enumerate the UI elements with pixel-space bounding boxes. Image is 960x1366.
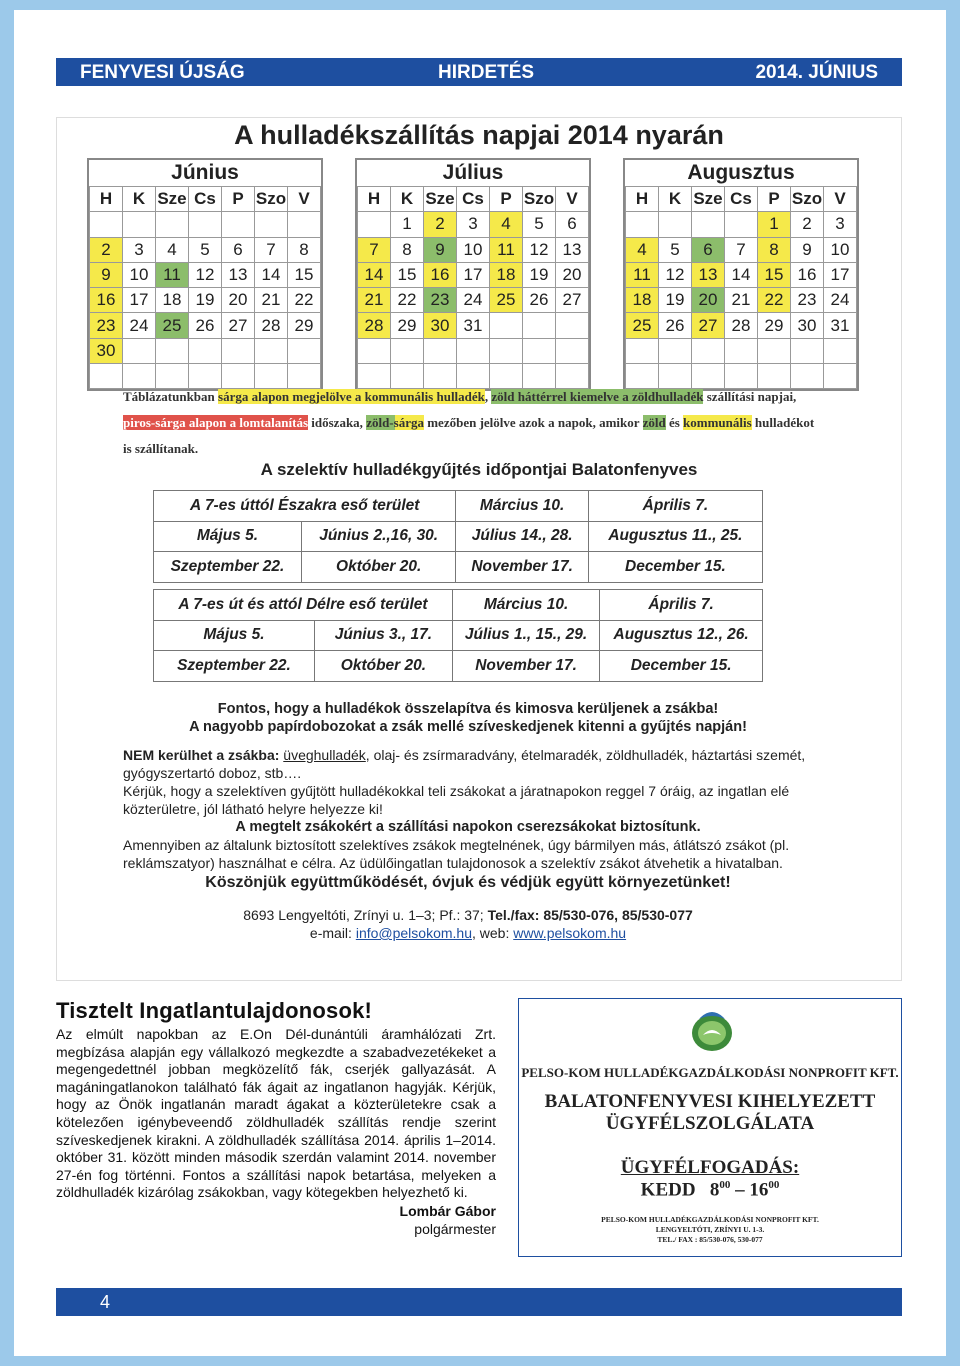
calendar-day: 2: [424, 212, 457, 237]
calendar-day: 10: [824, 237, 857, 262]
calendar-day: [556, 338, 589, 363]
calendar-day: [457, 338, 490, 363]
calendar-day: 27: [556, 288, 589, 313]
month-name: Július: [442, 161, 504, 184]
selective-collection-title: A szelektív hulladékgyűjtés időpontjai Balatonfenyves: [260, 460, 698, 479]
calendar-day: 14: [255, 262, 288, 287]
calendar-day: [90, 364, 123, 389]
area-label: A 7-es út és attól Délre eső terület: [154, 590, 453, 621]
calendar-day: [123, 212, 156, 237]
weekday-header: P: [490, 187, 523, 212]
legend-green-word: zöld: [642, 415, 666, 430]
calendar-day: 3: [123, 237, 156, 262]
calendar-day: [523, 313, 556, 338]
calendar-day: [90, 212, 123, 237]
signature-name: Lombár Gábor: [399, 1202, 496, 1219]
schedule-date: Június 2.,16, 30.: [301, 521, 456, 552]
calendar-day: 19: [189, 288, 222, 313]
exchange-text: A megtelt zsákokért a szállítási napokon cserezsákokat biztosítunk.: [235, 819, 701, 835]
weekday-header: Cs: [189, 187, 222, 212]
contact-web: [123, 924, 813, 942]
schedule-date: Március 10.: [452, 590, 599, 621]
schedule-date: November 17.: [456, 552, 588, 583]
calendar-day: 12: [189, 262, 222, 287]
article-title: Tisztelt Ingatlantulajdonosok!: [56, 998, 373, 1023]
calendar-day: 9: [791, 237, 824, 262]
legend-text: és: [665, 415, 684, 430]
calendar-day: [156, 212, 189, 237]
legend-text: Táblázatunkban: [123, 389, 219, 404]
calendar-day: 11: [156, 262, 189, 287]
calendar-day: [189, 338, 222, 363]
calendar-day: 1: [391, 212, 424, 237]
calendar-day: 20: [692, 288, 725, 313]
calendar-day: [791, 338, 824, 363]
email-label: e-mail:: [309, 925, 356, 941]
notice-clean: Fontos, hogy a hulladékok összelapítva és kimosva kerüljenek a zsákba!: [217, 701, 719, 717]
section-name: HIRDETÉS: [438, 62, 535, 83]
calendar-day: [424, 338, 457, 363]
calendar-day: 17: [457, 262, 490, 287]
schedule-date: Szeptember 22.: [154, 651, 315, 682]
publication-name: FENYVESI ÚJSÁG: [80, 62, 245, 83]
calendar-june: [87, 158, 323, 391]
calendar-grid: [357, 186, 589, 389]
calendar-day: [626, 338, 659, 363]
calendar-day: 22: [391, 288, 424, 313]
calendar-day: 7: [255, 237, 288, 262]
calendar-day: [288, 212, 321, 237]
request-text: Kérjük, hogy a szelektíven gyűjtött hulladékokkal teli zsákokat a járatnapokon reggel 7 óráig, az ingatlan elé közterületre, jól látható helyre helyezze ki!: [123, 783, 790, 817]
address: 8693 Lengyeltóti, Zrínyi u. 1–3; Pf.: 37;: [243, 907, 488, 923]
legend-text: időszaka,: [308, 415, 367, 430]
ad-office-title: [519, 1091, 901, 1135]
calendar-day: 16: [424, 262, 457, 287]
month-name: Augusztus: [687, 161, 795, 184]
ad-reception-to-min: 00: [768, 1179, 780, 1191]
calendar-grid: [625, 186, 857, 389]
ad-reception-dash: –: [730, 1179, 750, 1201]
legend-text: mezőben jelölve azok a napok, amikor: [423, 415, 643, 430]
calendar-day: 26: [189, 313, 222, 338]
notice-boxes: A nagyobb papírdobozokat a zsák mellé szíveskedjenek kitenni a gyűjtés napján!: [189, 719, 747, 735]
calendar-day: 23: [424, 288, 457, 313]
not-in-bag-first: üveghulladék: [283, 747, 366, 763]
poster-notes: [123, 700, 813, 942]
article-body: Az elmúlt napokban az E.On Dél-dunántúli áramhálózati Zrt. megbízása alapján egy vállalkozó megkezdte a szabadvezetékeket a megengedettnél jobban megközelítő fák, cserjék gallyazását. A magáningatlanokon található fák ágait az ingatlanon hagyják. Kérjük, hogy az Önök ingatlanán maradt ágakat a közterületekre csak a kötelezően igénybeveendő zöldhulladék szállítás rendje szerint szíveskedjenek kirakni. A zöldhulladék szállítása 2014. április 1–2014. október 31. között minden második szerdán valamint 2014. november 27-én fog történni. Fontos a szállítási napok betartása, melyeken a zöldhulladék kizárólag zsákokban, vagy kötegekben helyezhető ki.: [56, 1026, 496, 1201]
weekday-header: Szo: [255, 187, 288, 212]
calendar-day: 2: [791, 212, 824, 237]
calendar-legend: [123, 384, 823, 462]
calendar-day: 17: [123, 288, 156, 313]
calendar-day: 6: [222, 237, 255, 262]
legend-yellow: sárga alapon megjelölve a kommunális hulladék: [218, 389, 485, 404]
weekday-header: K: [659, 187, 692, 212]
issue-date: 2014. JÚNIUS: [755, 62, 878, 83]
calendar-day: [626, 212, 659, 237]
calendar-day: [490, 338, 523, 363]
calendar-day: 9: [424, 237, 457, 262]
calendar-day: [358, 338, 391, 363]
calendar-day: 25: [490, 288, 523, 313]
not-in-bag-rest: , olaj- és zsírmaradvány, ételmaradék, zöldhulladék, háztartási szemét, gyógyszertartó doboz, stb….: [123, 747, 806, 781]
schedule-date: Június 3., 17.: [314, 620, 452, 651]
ad-reception-title: ÜGYFÉLFOGADÁS:: [620, 1157, 800, 1178]
calendar-day: 9: [90, 262, 123, 287]
calendar-day: 4: [626, 237, 659, 262]
schedule-date: Szeptember 22.: [154, 552, 302, 583]
month-name: Június: [171, 161, 239, 184]
area-label: A 7-es úttól Északra eső terület: [154, 491, 456, 522]
calendar-day: 15: [288, 262, 321, 287]
calendar-day: [222, 338, 255, 363]
calendar-grid: [89, 186, 321, 389]
ad-small-print: [519, 1215, 901, 1245]
calendar-day: 7: [725, 237, 758, 262]
calendar-day: 14: [358, 262, 391, 287]
calendar-day: 13: [556, 237, 589, 262]
calendar-august: [623, 158, 859, 391]
calendar-day: 5: [189, 237, 222, 262]
weekday-header: Cs: [457, 187, 490, 212]
calendar-day: [490, 313, 523, 338]
weekday-header: V: [556, 187, 589, 212]
calendar-day: [758, 338, 791, 363]
calendar-day: 24: [123, 313, 156, 338]
legend-text: szállítási napjai,: [703, 389, 797, 404]
calendar-day: [222, 212, 255, 237]
schedule-date: Augusztus 12., 26.: [600, 620, 763, 651]
calendar-day: [692, 338, 725, 363]
calendar-day: 29: [391, 313, 424, 338]
calendar-day: 16: [90, 288, 123, 313]
footer-bar: [56, 1288, 902, 1316]
calendar-day: 15: [758, 262, 791, 287]
schedule-date: Május 5.: [154, 521, 302, 552]
calendar-day: 27: [692, 313, 725, 338]
article: [56, 998, 496, 1238]
calendar-day: 18: [626, 288, 659, 313]
calendar-day: 8: [758, 237, 791, 262]
weekday-header: P: [758, 187, 791, 212]
ad-reception-hours: [519, 1179, 901, 1201]
tel-fax: Tel./fax: 85/530-076, 85/530-077: [487, 907, 693, 923]
calendar-day: 30: [424, 313, 457, 338]
calendar-day: 17: [824, 262, 857, 287]
calendar-day: [391, 338, 424, 363]
weekday-header: H: [358, 187, 391, 212]
calendar-day: 25: [626, 313, 659, 338]
calendar-day: 21: [725, 288, 758, 313]
calendar-day: 31: [824, 313, 857, 338]
calendar-day: 3: [457, 212, 490, 237]
weekday-header: H: [626, 187, 659, 212]
calendar-day: 15: [391, 262, 424, 287]
calendar-day: 26: [523, 288, 556, 313]
schedule-date: Október 20.: [314, 651, 452, 682]
legend-text: ,: [484, 389, 492, 404]
calendar-day: 19: [523, 262, 556, 287]
ad-reception-to: 16: [749, 1179, 769, 1201]
calendar-day: [659, 212, 692, 237]
schedule-south: [153, 589, 763, 682]
calendar-day: 25: [156, 313, 189, 338]
weekday-header: Szo: [791, 187, 824, 212]
schedule-date: December 15.: [588, 552, 762, 583]
calendar-day: 26: [659, 313, 692, 338]
weekday-header: V: [824, 187, 857, 212]
weekday-header: Cs: [725, 187, 758, 212]
calendar-day: 10: [457, 237, 490, 262]
weekday-header: Sze: [692, 187, 725, 212]
calendar-day: [556, 313, 589, 338]
ad-reception-from: 8: [709, 1179, 720, 1201]
calendar-day: 4: [490, 212, 523, 237]
schedule-date: Április 7.: [600, 590, 763, 621]
calendar-day: 8: [288, 237, 321, 262]
calendar-day: [255, 212, 288, 237]
schedule-date: Augusztus 11., 25.: [588, 521, 762, 552]
legend-red-yellow: piros-sárga alapon a lomtalanítás: [123, 415, 309, 430]
calendar-day: 29: [758, 313, 791, 338]
schedule-date: December 15.: [600, 651, 763, 682]
signature-title: polgármester: [414, 1220, 496, 1237]
contact-address: [123, 906, 813, 924]
poster-title: A hulladékszállítás napjai 2014 nyarán: [234, 120, 724, 150]
calendar-day: [824, 338, 857, 363]
calendar-day: [725, 212, 758, 237]
calendar-day: 6: [556, 212, 589, 237]
ad-reception-day: KEDD: [640, 1179, 696, 1201]
calendar-day: 23: [90, 313, 123, 338]
calendar-day: 30: [791, 313, 824, 338]
calendar-day: 18: [156, 288, 189, 313]
calendar-day: [123, 338, 156, 363]
calendar-day: 13: [222, 262, 255, 287]
weekday-header: V: [288, 187, 321, 212]
calendar-day: 22: [758, 288, 791, 313]
ad-company-name: PELSO-KOM HULLADÉKGAZDÁLKODÁSI NONPROFIT KFT.: [521, 1065, 899, 1080]
calendar-day: 1: [758, 212, 791, 237]
pelsokom-logo-icon: [685, 1005, 739, 1055]
ad-reception: [519, 1157, 901, 1201]
calendar-day: [288, 338, 321, 363]
calendar-day: 16: [791, 262, 824, 287]
calendar-day: 21: [255, 288, 288, 313]
calendar-day: 24: [824, 288, 857, 313]
schedule-date: Július 1., 15., 29.: [452, 620, 599, 651]
calendar-day: 7: [358, 237, 391, 262]
calendar-day: 30: [90, 338, 123, 363]
web-link[interactable]: www.pelsokom.hu: [513, 925, 627, 941]
calendar-day: 13: [692, 262, 725, 287]
waste-schedule-poster: [56, 117, 902, 981]
calendar-day: [725, 338, 758, 363]
calendar-day: 8: [391, 237, 424, 262]
schedule-north: [153, 490, 763, 583]
calendar-day: 31: [457, 313, 490, 338]
calendar-day: 29: [288, 313, 321, 338]
calendar-day: 18: [490, 262, 523, 287]
weekday-header: K: [123, 187, 156, 212]
calendar-day: [824, 364, 857, 389]
calendar-day: 19: [659, 288, 692, 313]
foreign-bags-text: Amennyiben az általunk biztosított szelektíves zsákok megtelnének, úgy bármilyen más, átlátszó zsákot (pl. reklámszatyor) használhat e célra. Az üdülőingatlan tulajdonosok a szelektív zsákot átvehetik a hivatalban.: [123, 837, 790, 871]
calendar-day: 28: [255, 313, 288, 338]
calendar-day: 23: [791, 288, 824, 313]
weekday-header: Sze: [424, 187, 457, 212]
calendar-day: [255, 338, 288, 363]
calendar-day: 28: [358, 313, 391, 338]
ad-small-line1: PELSO-KOM HULLADÉKGAZDÁLKODÁSI NONPROFIT KFT.: [601, 1215, 819, 1224]
calendar-day: [156, 338, 189, 363]
ad-small-line3: TEL./ FAX : 85/530-076, 530-077: [657, 1235, 763, 1244]
calendar-day: 28: [725, 313, 758, 338]
calendar-day: 20: [222, 288, 255, 313]
thanks-text: Köszönjük együttműködését, óvjuk és védjük együtt környezetünket!: [205, 874, 731, 891]
calendar-day: 12: [659, 262, 692, 287]
ad-office-line2: ÜGYFÉLSZOLGÁLATA: [605, 1113, 815, 1134]
legend-green-yellow: zöld-sárga: [366, 415, 424, 430]
ad-small-line2: LENGYELTÓTI, ZRÍNYI U. 1-3.: [655, 1225, 765, 1234]
ad-office-line1: BALATONFENYVESI KIHELYEZETT: [544, 1091, 876, 1112]
calendar-day: [692, 212, 725, 237]
calendar-day: 5: [523, 212, 556, 237]
schedule-date: Március 10.: [456, 491, 588, 522]
calendar-day: 14: [725, 262, 758, 287]
calendar-day: 4: [156, 237, 189, 262]
calendar-july: [355, 158, 591, 391]
schedule-date: Április 7.: [588, 491, 762, 522]
calendar-day: [358, 212, 391, 237]
calendar-day: 10: [123, 262, 156, 287]
calendar-day: 3: [824, 212, 857, 237]
calendar-day: 24: [457, 288, 490, 313]
schedule-date: Július 14., 28.: [456, 521, 588, 552]
not-in-bag: [123, 746, 813, 782]
calendar-day: 21: [358, 288, 391, 313]
not-in-bag-label: NEM kerülhet a zsákba:: [123, 747, 280, 763]
calendar-day: [523, 338, 556, 363]
calendar-day: 12: [523, 237, 556, 262]
weekday-header: H: [90, 187, 123, 212]
legend-text: hulladékot is szállítanak.: [123, 415, 815, 456]
calendar-day: [659, 338, 692, 363]
weekday-header: Sze: [156, 187, 189, 212]
page-number: 4: [100, 1292, 111, 1312]
header-bar: [56, 58, 902, 86]
calendar-day: 6: [692, 237, 725, 262]
calendar-day: [189, 212, 222, 237]
legend-yellow-word: kommunális: [683, 415, 752, 430]
calendar-day: 11: [626, 262, 659, 287]
calendar-day: 5: [659, 237, 692, 262]
office-advertisement: [518, 998, 902, 1257]
weekday-header: P: [222, 187, 255, 212]
calendar-day: 22: [288, 288, 321, 313]
legend-green: zöld háttérrel kiemelve a zöldhulladék: [491, 389, 704, 404]
weekday-header: K: [391, 187, 424, 212]
schedule-date: November 17.: [452, 651, 599, 682]
calendar-day: 20: [556, 262, 589, 287]
calendar-day: 2: [90, 237, 123, 262]
schedule-date: Október 20.: [301, 552, 456, 583]
schedule-date: Május 5.: [154, 620, 315, 651]
ad-reception-from-min: 00: [719, 1179, 731, 1191]
weekday-header: Szo: [523, 187, 556, 212]
calendar-day: 11: [490, 237, 523, 262]
calendar-day: 27: [222, 313, 255, 338]
email-link[interactable]: info@pelsokom.hu: [355, 925, 472, 941]
web-label: , web:: [472, 925, 514, 941]
